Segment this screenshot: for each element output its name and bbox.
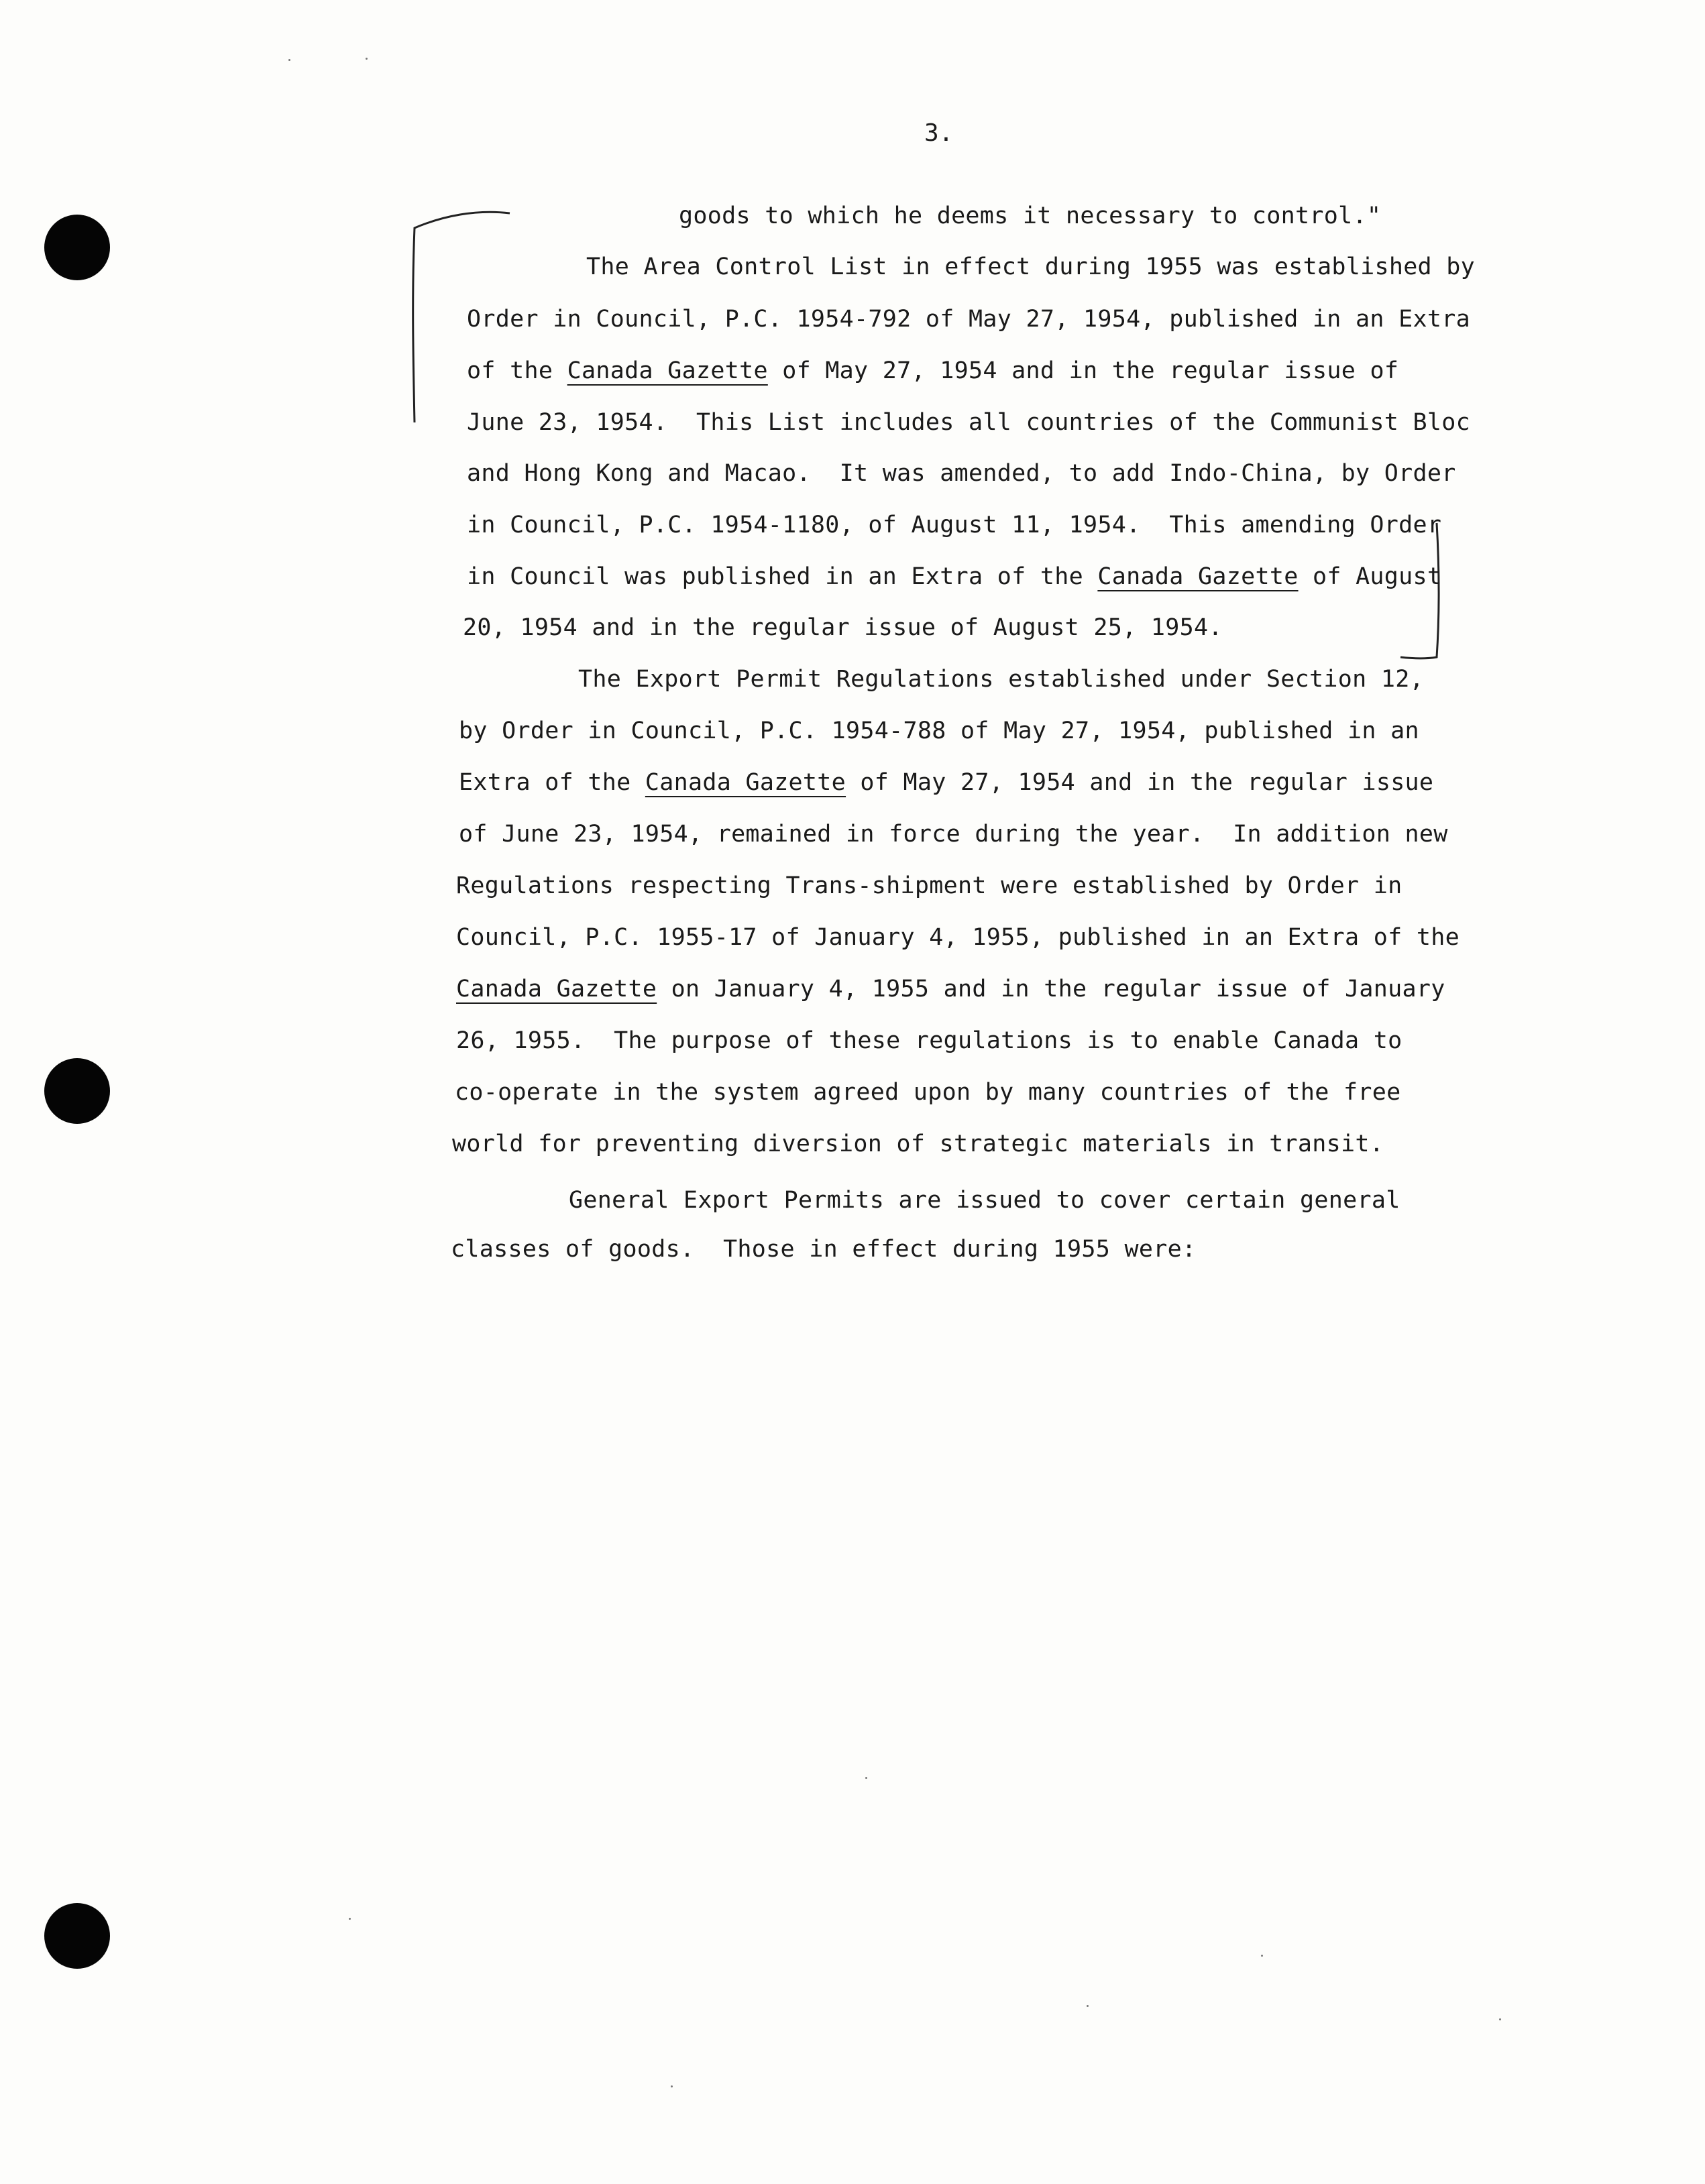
- text-line: [459, 769, 1433, 796]
- text-line: by Order in Council, P.C. 1954-788 of May 27, 1954, published in an: [459, 717, 1419, 744]
- text-line: [456, 976, 1445, 1002]
- scan-speck: [1499, 2018, 1501, 2020]
- underlined-title: Canada Gazette: [567, 357, 768, 384]
- text-line: 20, 1954 and in the regular issue of August 25, 1954.: [463, 614, 1223, 641]
- underlined-title: Canada Gazette: [1097, 563, 1299, 590]
- text-line: goods to which he deems it necessary to control.": [679, 203, 1382, 229]
- punch-hole-bottom: [44, 1903, 110, 1969]
- text-line: Regulations respecting Trans-shipment were established by Order in: [456, 872, 1402, 899]
- text-line: The Export Permit Regulations established under Section 12,: [578, 666, 1424, 693]
- text-line: June 23, 1954. This List includes all countries of the Communist Bloc: [467, 409, 1471, 436]
- scan-speck: [865, 1777, 867, 1779]
- scan-speck: [671, 2085, 673, 2087]
- punch-hole-middle: [44, 1058, 110, 1124]
- text-span: Extra of the: [459, 769, 645, 796]
- text-line: [467, 357, 1398, 384]
- underlined-title: Canada Gazette: [456, 976, 657, 1002]
- text-line: [467, 563, 1441, 590]
- underlined-title: Canada Gazette: [645, 769, 846, 796]
- text-span: of the: [467, 357, 567, 384]
- scan-speck: [349, 1918, 351, 1920]
- text-line: classes of goods. Those in effect during 1955 were:: [451, 1236, 1197, 1263]
- text-span: of May 27, 1954 and in the regular issue of: [767, 357, 1399, 384]
- scan-speck: [288, 59, 290, 61]
- text-line: The Area Control List in effect during 1955 was established by: [586, 253, 1476, 280]
- text-line: Order in Council, P.C. 1954-792 of May 27, 1954, published in an Extra: [467, 306, 1471, 333]
- text-line: and Hong Kong and Macao. It was amended, to add Indo-China, by Order: [467, 460, 1456, 487]
- text-span: on January 4, 1955 and in the regular issue of January: [657, 976, 1445, 1002]
- punch-hole-top: [44, 215, 110, 280]
- text-span: of August: [1298, 563, 1442, 590]
- scan-speck: [1261, 1955, 1263, 1957]
- text-span: of May 27, 1954 and in the regular issue: [846, 769, 1434, 796]
- margin-bracket-right: [1395, 516, 1449, 671]
- scan-speck: [1087, 2005, 1089, 2007]
- scan-speck: [366, 58, 368, 60]
- text-line: General Export Permits are issued to cover certain general: [569, 1187, 1400, 1214]
- text-line: of June 23, 1954, remained in force during the year. In addition new: [459, 821, 1448, 848]
- text-line: 26, 1955. The purpose of these regulations is to enable Canada to: [456, 1027, 1402, 1054]
- page-number: 3.: [924, 119, 954, 147]
- text-line: Council, P.C. 1955-17 of January 4, 1955, published in an Extra of the: [456, 924, 1460, 951]
- text-line: world for preventing diversion of strategic materials in transit.: [452, 1131, 1384, 1157]
- text-line: in Council, P.C. 1954-1180, of August 11, 1954. This amending Order: [467, 512, 1442, 538]
- text-span: in Council was published in an Extra of the: [467, 563, 1098, 590]
- text-line: co-operate in the system agreed upon by many countries of the free: [455, 1079, 1401, 1106]
